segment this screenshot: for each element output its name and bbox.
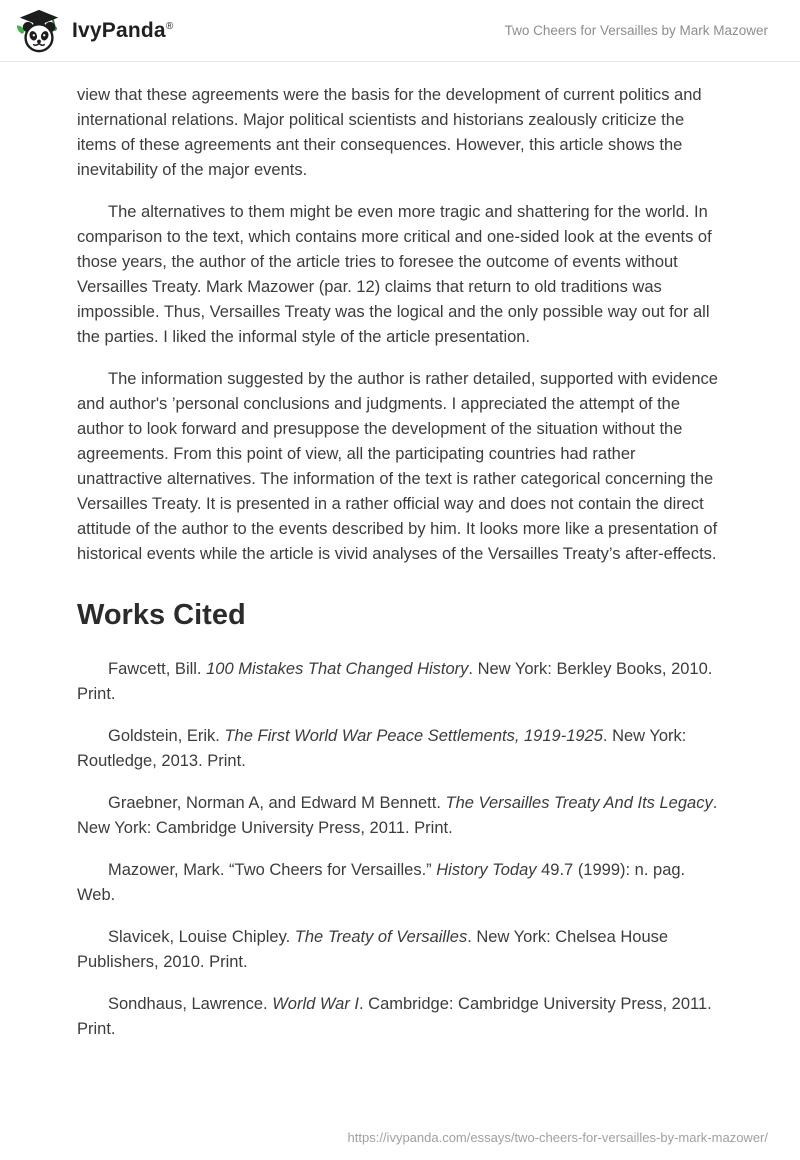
- citation-text: . New York: Routledge, 2013. Print.: [77, 726, 687, 770]
- registered-mark: ®: [165, 20, 174, 32]
- citation-text: . Cambridge: Cambridge University Press, 2011. Print.: [77, 994, 712, 1038]
- citation-entry: [77, 858, 723, 908]
- essay-paragraph: The alternatives to them might be even more tragic and shattering for the world. In comparison to the text, which contains more critical and one-sided look at the events of those years, the author of the article tries to foresee the outcome of events without Versailles Treaty. Mark Mazower (par. 12) claims that return to old traditions was impossible. Thus, Versailles Treaty was the logical and the only possible way out for all the parties. I liked the informal style of the article presentation.: [77, 203, 712, 346]
- ivypanda-logo-icon: [16, 8, 62, 54]
- citation-entry: [77, 724, 723, 774]
- citations-list: [77, 657, 723, 1042]
- brand-home-link[interactable]: [16, 8, 173, 54]
- essay-content: [0, 62, 800, 1042]
- citation-entry: [77, 992, 723, 1042]
- citation-text: Sondhaus, Lawrence.: [108, 994, 273, 1013]
- citation-title: World War I: [272, 994, 359, 1013]
- citation-entry: [77, 657, 723, 707]
- citation-title: The Versailles Treaty And Its Legacy: [445, 793, 713, 812]
- citation-title: The Treaty of Versailles: [294, 927, 468, 946]
- works-cited-heading: Works Cited: [77, 599, 246, 631]
- citation-entry: [77, 791, 723, 841]
- header: [0, 0, 800, 62]
- citation-text: . New York: Chelsea House Publishers, 2010. Print.: [77, 927, 669, 971]
- essay-paragraph: view that these agreements were the basis for the development of current politics and international relations. Major political scientists and historians zealously criticize the items of these agreements ant their consequences. However, this article shows the inevitability of the major events.: [77, 86, 702, 179]
- source-url[interactable]: https://ivypanda.com/essays/two-cheers-for-versailles-by-mark-mazower/: [347, 1130, 768, 1145]
- citation-entry: [77, 925, 723, 975]
- citation-text: . New York: Cambridge University Press, 2011. Print.: [77, 793, 718, 837]
- citation-text: Goldstein, Erik.: [108, 726, 225, 745]
- citation-title: 100 Mistakes That Changed History: [206, 659, 469, 678]
- citation-text: Mazower, Mark. “Two Cheers for Versailles.”: [108, 860, 437, 879]
- citation-title: The First World War Peace Settlements, 1919-1925: [224, 726, 603, 745]
- document-title: Two Cheers for Versailles by Mark Mazower: [504, 23, 768, 38]
- footer: [348, 1129, 768, 1147]
- citation-title: History Today: [436, 860, 537, 879]
- citation-text: . New York: Berkley Books, 2010. Print.: [77, 659, 713, 703]
- paragraphs-container: [77, 83, 723, 567]
- brand-wordmark: IvyPanda: [72, 18, 166, 42]
- citation-text: Fawcett, Bill.: [108, 659, 207, 678]
- citation-text: Graebner, Norman A, and Edward M Bennett.: [108, 793, 446, 812]
- essay-paragraph: The information suggested by the author is rather detailed, supported with evidence and author's ’personal conclusions and judgments. I appreciated the attempt of the author to look forward and presuppose the development of the situation without the agreements. From this point of view, all the participating countries had rather unattractive alternatives. The information of the text is rather categorical concerning the Versailles Treaty. It is presented in a rather official way and does not contain the direct attitude of the author to the events described by him. It looks more like a presentation of historical events while the article is vivid analyses of the Versailles Treaty’s after-effects.: [77, 370, 718, 563]
- citation-text: 49.7 (1999): n. pag. Web.: [77, 860, 686, 904]
- brand-name: [72, 19, 173, 43]
- citation-text: Slavicek, Louise Chipley.: [108, 927, 295, 946]
